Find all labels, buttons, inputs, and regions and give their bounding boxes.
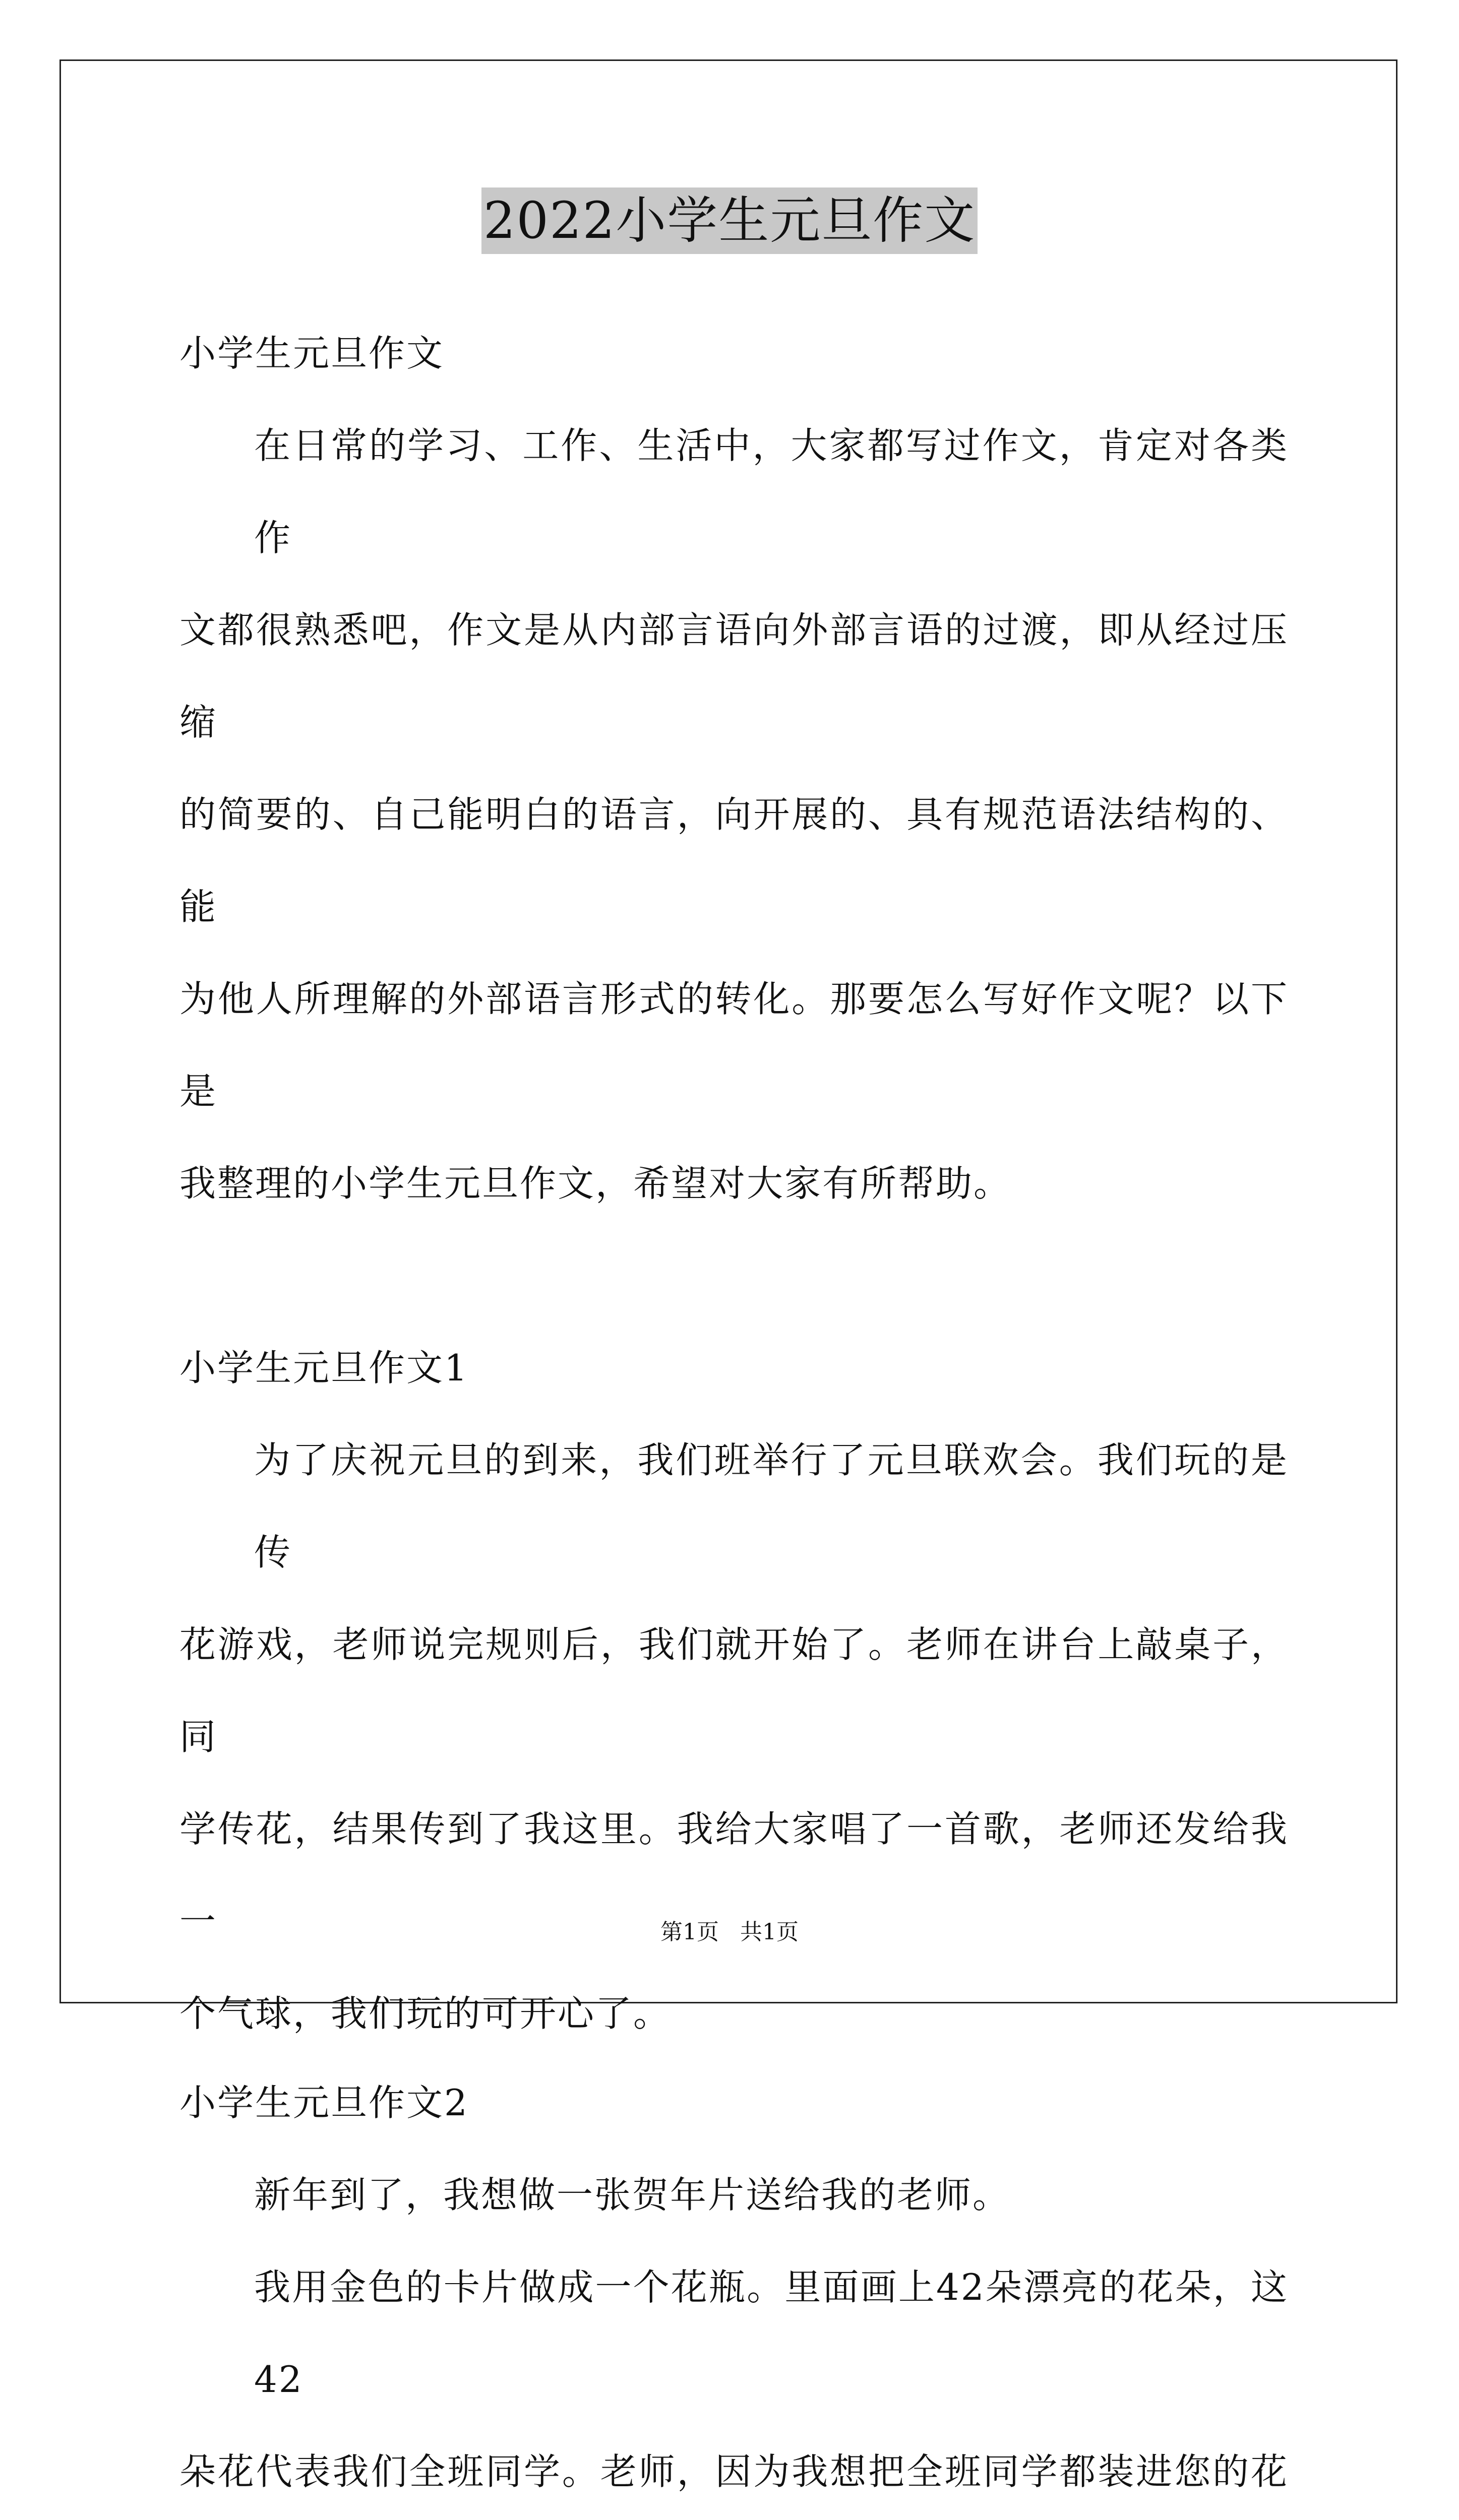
- essay1-line: 花游戏，老师说完规则后，我们就开始了。老师在讲台上敲桌子，同: [179, 1623, 1289, 1758]
- essay1-line: 为了庆祝元旦的到来，我们班举行了元旦联欢会。我们玩的是传: [254, 1439, 1289, 1573]
- document-title: [0, 187, 1459, 254]
- essay1-heading: 小学生元旦作文1: [179, 1347, 469, 1389]
- intro-line: 文都很熟悉吧，作文是从内部言语向外部言语的过渡，即从经过压缩: [179, 609, 1289, 743]
- section-gap: [179, 1230, 1289, 1322]
- essay2-line: 朵花代表我们全班同学。老师，因为我想把全班同学都装进您的花: [179, 2450, 1289, 2493]
- document-title-text: 2022小学生元旦作文: [481, 187, 978, 254]
- essay2-line: 我用金色的卡片做成一个花瓶。里面画上42朵漂亮的花朵，这42: [254, 2266, 1289, 2401]
- page-number: 第1页 共1页: [660, 1919, 799, 1945]
- intro-heading: 小学生元旦作文: [179, 332, 445, 374]
- document-body: [179, 307, 1289, 2520]
- essay1-line: 学传花，结果传到了我这里。我给大家唱了一首歌，老师还发给我一: [179, 1808, 1289, 1942]
- essay2-paragraph-1: 新年到了，我想做一张贺年片送给我的老师。: [254, 2174, 1011, 2216]
- essay1-line: 个气球，我们玩的可开心了。: [179, 1992, 672, 2035]
- intro-line: 为他人所理解的外部语言形式的转化。那要怎么写好作文呢？以下是: [179, 978, 1289, 1112]
- intro-line: 在日常的学习、工作、生活中，大家都写过作文，肯定对各类作: [254, 424, 1289, 559]
- essay2-heading: 小学生元旦作文2: [179, 2082, 469, 2124]
- intro-line: 我整理的小学生元旦作文，希望对大家有所帮助。: [179, 1162, 1012, 1205]
- page-footer: [0, 1917, 1459, 1947]
- intro-line: 的简要的、自己能明白的语言，向开展的、具有规范语法结构的、能: [179, 793, 1289, 928]
